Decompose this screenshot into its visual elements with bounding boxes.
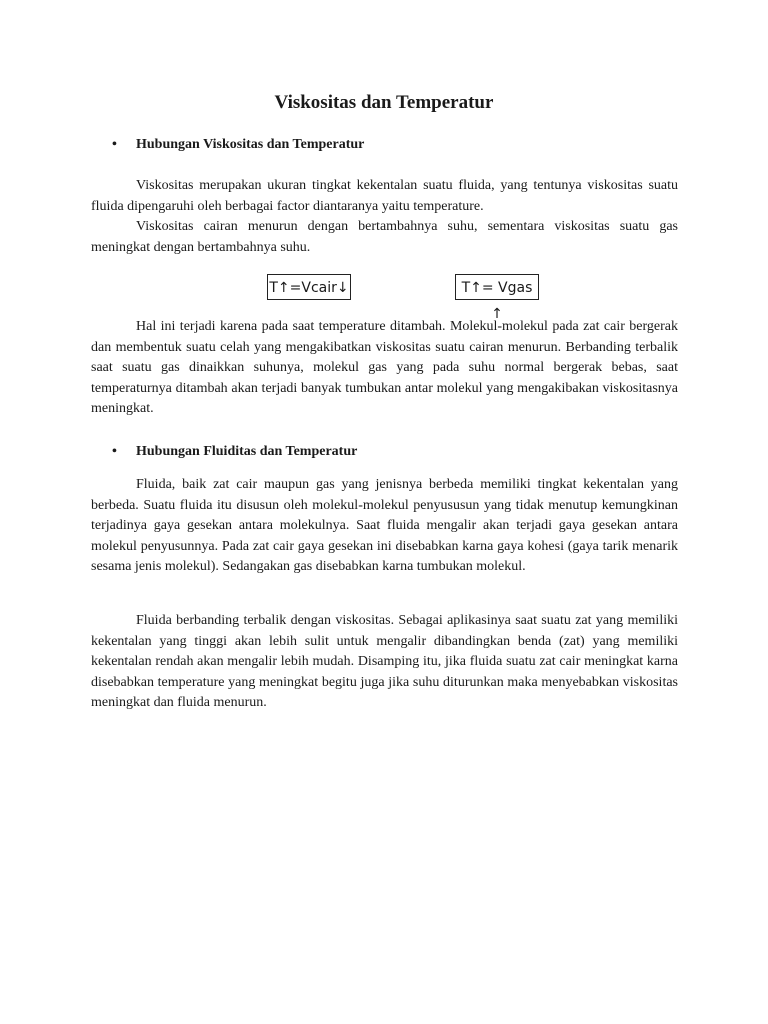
paragraph: [91, 176, 678, 217]
section-heading-text: Hubungan Fluiditas dan Temperatur: [136, 444, 358, 459]
paragraph-text: Hal ini terjadi karena pada saat temperature ditambah. Molekul-molekul pada zat cair bergerak dan membentuk suatu celah yang mengakibatkan viskositas suatu cairan menurun. Berbanding terbalik saat suatu gas dinaikkan suhunya, molekul gas yang pada suhu normal bergerak bebas, saat temperaturnya ditambah akan terjadi banyak tumbukan antar molekul yang mengakibakan viskositasnya meningkat.: [91, 319, 678, 417]
formula-liquid-box: T↑=Vcair↓: [267, 274, 351, 300]
bullet-icon: •: [112, 137, 117, 152]
paragraph-text: Fluida berbanding terbalik dengan viskositas. Sebagai aplikasinya saat suatu zat yang memiliki kekentalan yang tinggi akan lebih sulit untuk mengalir dibandingkan benda (zat) yang memiliki kekentalan rendah akan mengalir lebih mudah. Disamping itu, jika fluida suatu zat cair meningkat karna disebabkan temperature yang meningkat begitu juga jika suhu diturunkan maka menyebabkan viskositas meningkat dan fluida menurun.: [91, 613, 678, 711]
formula-gas-box: T↑= Vgas ↑: [455, 274, 539, 300]
paragraph: [91, 217, 678, 258]
paragraph: [91, 317, 678, 420]
paragraph-text: Viskositas cairan menurun dengan bertambahnya suhu, sementara viskositas suatu gas meningkat dengan bertambahnya suhu.: [91, 219, 678, 255]
paragraph: [91, 475, 678, 578]
bullet-icon: •: [112, 444, 117, 459]
page-title: Viskositas dan Temperatur: [274, 92, 494, 113]
paragraph-text: Fluida, baik zat cair maupun gas yang jenisnya berbeda memiliki tingkat kekentalan yang berbeda. Suatu fluida itu disusun oleh molekul-molekul penyususun yang tidak menutup kemungkinan terjadinya gaya gesekan antara molekulnya. Saat fluida mengalir akan terjadi gaya gesekan antara molekul penyusunnya. Pada zat cair gaya gesekan ini disebabkan karna gaya kohesi (gaya tarik menarik sesama jenis molekul). Sedangakan gas disebabkan karna tumbukan molekul.: [91, 477, 678, 575]
section-heading-text: Hubungan Viskositas dan Temperatur: [136, 137, 365, 152]
section-heading-viskositas: [112, 137, 364, 153]
paragraph-text: Viskositas merupakan ukuran tingkat kekentalan suatu fluida, yang tentunya viskositas suatu fluida dipengaruhi oleh berbagai factor diantaranya yaitu temperature.: [91, 178, 678, 214]
section-heading-fluiditas: [112, 444, 357, 460]
paragraph: [91, 611, 678, 714]
